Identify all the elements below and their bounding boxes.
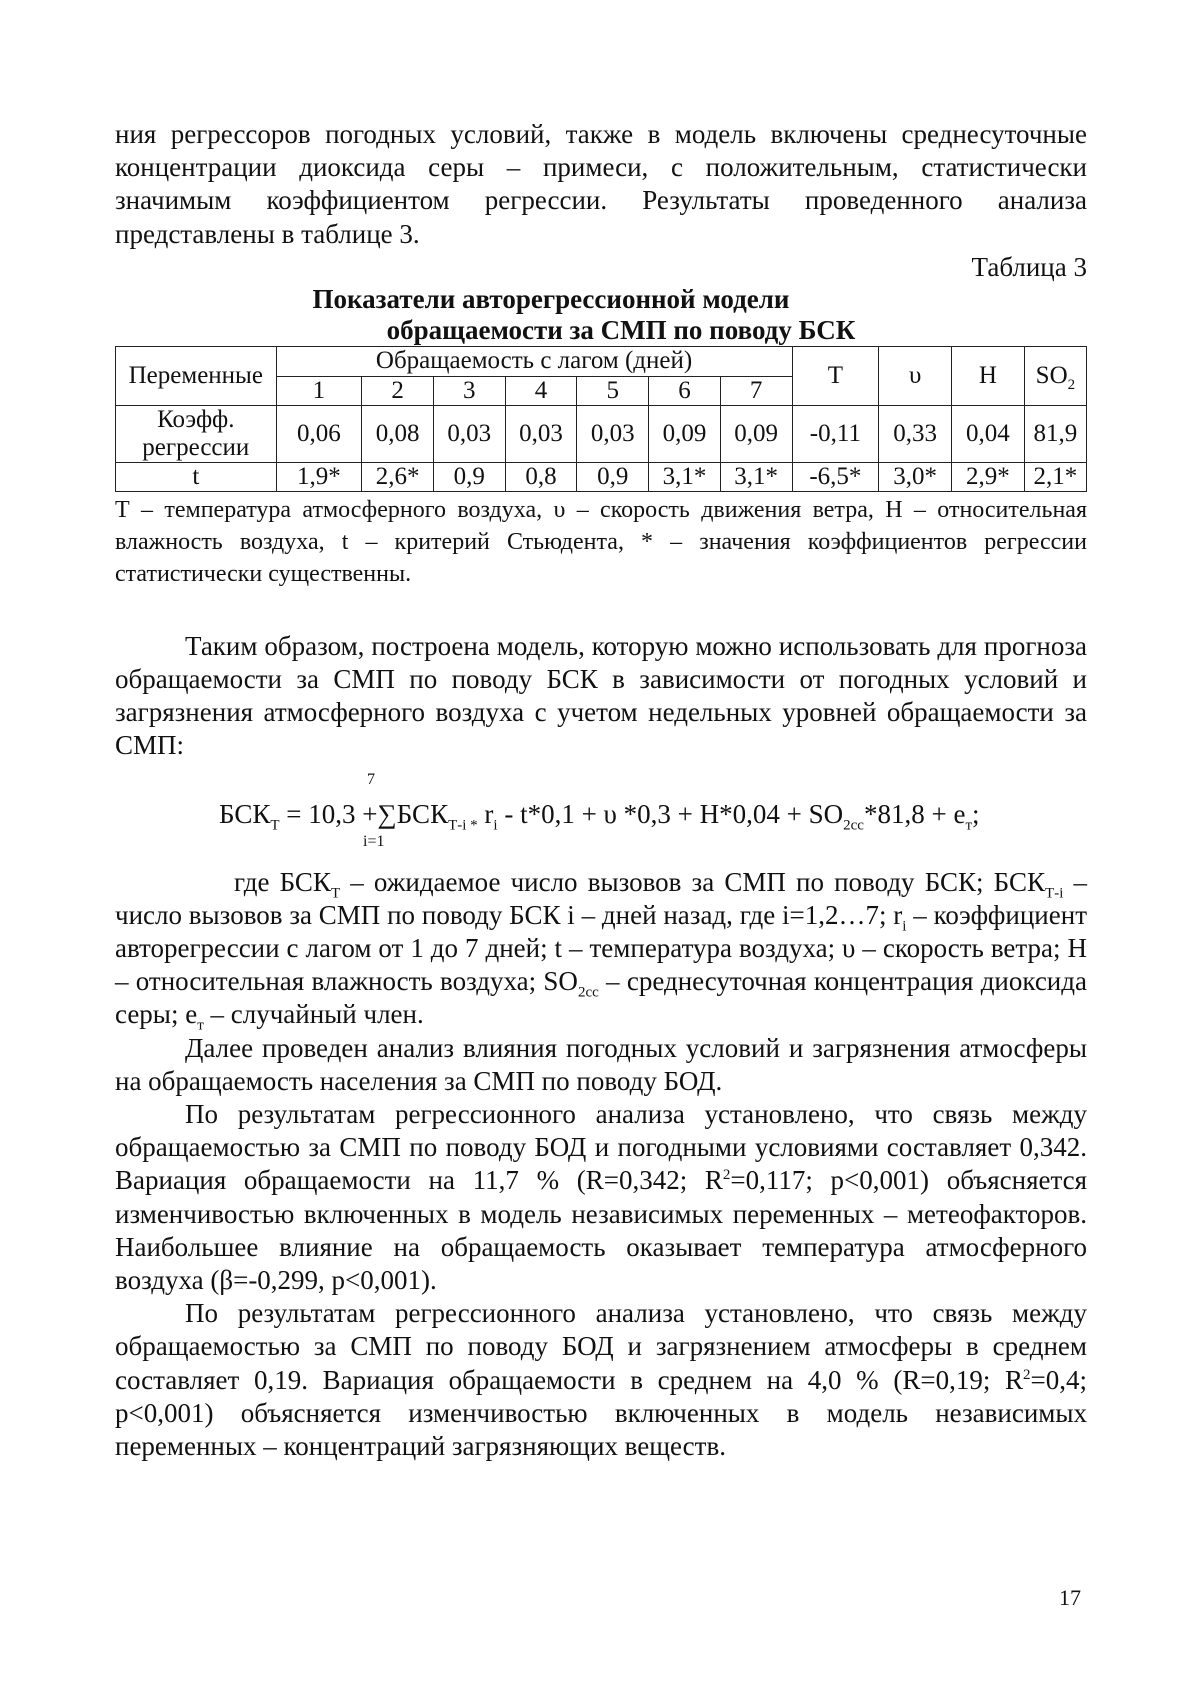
formula-expression: $БСК_Т = 10,3 +\sum БСК_{Т-i *}$ $r_i - t*0,1 + \upsilon$ $*0,3 + Н*0,04 + SO_{2сс}*81,8 + e_т$; <box>219 798 980 834</box>
header-variables: Переменные <box>116 346 277 405</box>
table-cell: 0,9 <box>433 462 505 491</box>
lag-header: 5 <box>577 376 649 405</box>
header-so2-base: SO <box>1035 361 1068 389</box>
table-number: Таблица 3 <box>971 251 1087 282</box>
header-humidity: Н <box>952 346 1025 405</box>
paragraph-intro: ния регрессоров погодных условий, также в модель включены среднесуточные концентрации диоксида серы – примеси, с положительным, статистически значимым коэффициентом регрессии. Результаты проведенного анализа представлены в таблице 3. <box>115 119 1087 249</box>
regression-formula <box>115 771 1087 866</box>
lag-header: 6 <box>649 376 721 405</box>
table-cell: 0,9 <box>577 462 649 491</box>
header-wind-speed: υ <box>879 346 952 405</box>
table-cell: 0,06 <box>276 405 362 462</box>
row-label-t: t <box>116 462 277 491</box>
lag-header: 4 <box>505 376 577 405</box>
row-label-coef-line-1: Коэфф. <box>157 405 235 433</box>
table-caption-line-1: Показатели авторегрессионной модели <box>312 283 790 314</box>
table-cell: 2,1* <box>1024 462 1086 491</box>
row-label-coef-line-2: регрессии <box>142 433 250 461</box>
header-temperature: Т <box>792 346 879 405</box>
lag-header: 7 <box>720 376 792 405</box>
table-cell: 3,0* <box>879 462 952 491</box>
table-cell: 3,1* <box>720 462 792 491</box>
table-note: Т – температура атмосферного воздуха, υ – скорость движения ветра, Н – относительная влажность воздуха, t – критерий Стьюдента, * – значения коэффициентов регрессии статистически существенны. <box>115 496 1087 587</box>
header-so2-sub: 2 <box>1067 376 1076 393</box>
table-cell: 2,6* <box>362 462 434 491</box>
lag-header: 3 <box>433 376 505 405</box>
paragraph-weather-regression: По результатам регрессионного анализа установлено, что связь между обращаемостью за СМП по поводу БОД и погодными условиями составляет 0,342. Вариация обращаемости на 11,7 % (R=0,342; $R^2=0,117$; p<0,001) объясняется изменчивостью включенных в модель независимых переменных – метеофакторов. Наибольшее влияние на обращаемость оказывает температура атмосферного воздуха (β=-0,299, p<0,001). <box>115 1099 1088 1296</box>
row-label-coefficients <box>116 405 277 462</box>
table-row-coefficients <box>116 405 1087 462</box>
lag-header: 2 <box>362 376 434 405</box>
table-cell: 0,03 <box>577 405 649 462</box>
table-cell: -0,11 <box>792 405 879 462</box>
paragraph-model: Таким образом, построена модель, которую можно использовать для прогноза обращаемости за СМП по поводу БСК в зависимости от погодных условий и загрязнения атмосферного воздуха с учетом недельных уровней обращаемости за СМП: <box>115 630 1087 761</box>
page-body <box>115 118 1087 1463</box>
table-cell: 3,1* <box>649 462 721 491</box>
paragraph-pollution-regression: По результатам регрессионного анализа установлено, что связь между обращаемостью за СМП по поводу БОД и загрязнением атмосферы в среднем составляет 0,19. Вариация обращаемости в среднем на 4,0 % (R=0,19; $R^2=0,4$; p<0,001) объясняется изменчивостью включенных в модель независимых переменных – концентраций загрязняющих веществ. <box>115 1298 1087 1462</box>
regression-table <box>115 346 1087 492</box>
header-lag-group: Обращаемость с лагом (дней) <box>276 346 792 376</box>
table-cell: -6,5* <box>792 462 879 491</box>
paragraph-legend: где $БСК_Т$ – ожидаемое число вызовов за СМП по поводу БСК; $БСК_{Т-i}$ – число вызовов за СМП по поводу БСК i – дней назад, где i=1,2…7; $r_i$ – коэффициент авторегрессии с лагом от 1 до 7 дней; t – температура воздуха; υ – скорость ветра; Н – относительная влажность воздуха; $SO_{2сс}$ – среднесуточная концентрация диоксида серы; $e_т$ – случайный член. <box>115 866 1088 1034</box>
table-cell: 81,9 <box>1024 405 1086 462</box>
sum-lower-limit: i=1 <box>363 832 385 850</box>
table-cell: 0,03 <box>433 405 505 462</box>
table-cell: 0,09 <box>649 405 721 462</box>
header-so2 <box>1024 346 1086 405</box>
table-row-t <box>116 462 1087 491</box>
table-cell: 2,9* <box>952 462 1025 491</box>
table-cell: 0,8 <box>505 462 577 491</box>
table-cell: 0,09 <box>720 405 792 462</box>
sum-upper-limit: 7 <box>367 770 375 788</box>
table-cell: 1,9* <box>276 462 362 491</box>
table-cell: 0,33 <box>879 405 952 462</box>
table-cell: 0,08 <box>362 405 434 462</box>
table-caption <box>115 284 1087 346</box>
table-caption-line-2: обращаемости за СМП по поводу БСК <box>386 314 856 345</box>
table-cell: 0,03 <box>505 405 577 462</box>
paragraph-bod-intro: Далее проведен анализ влияния погодных условий и загрязнения атмосферы на обращаемость населения за СМП по поводу БОД. <box>115 1032 1087 1096</box>
page-number: 17 <box>1059 1585 1081 1610</box>
table-cell: 0,04 <box>952 405 1025 462</box>
lag-header: 1 <box>276 376 362 405</box>
sum-sign: ∑ <box>377 798 397 829</box>
